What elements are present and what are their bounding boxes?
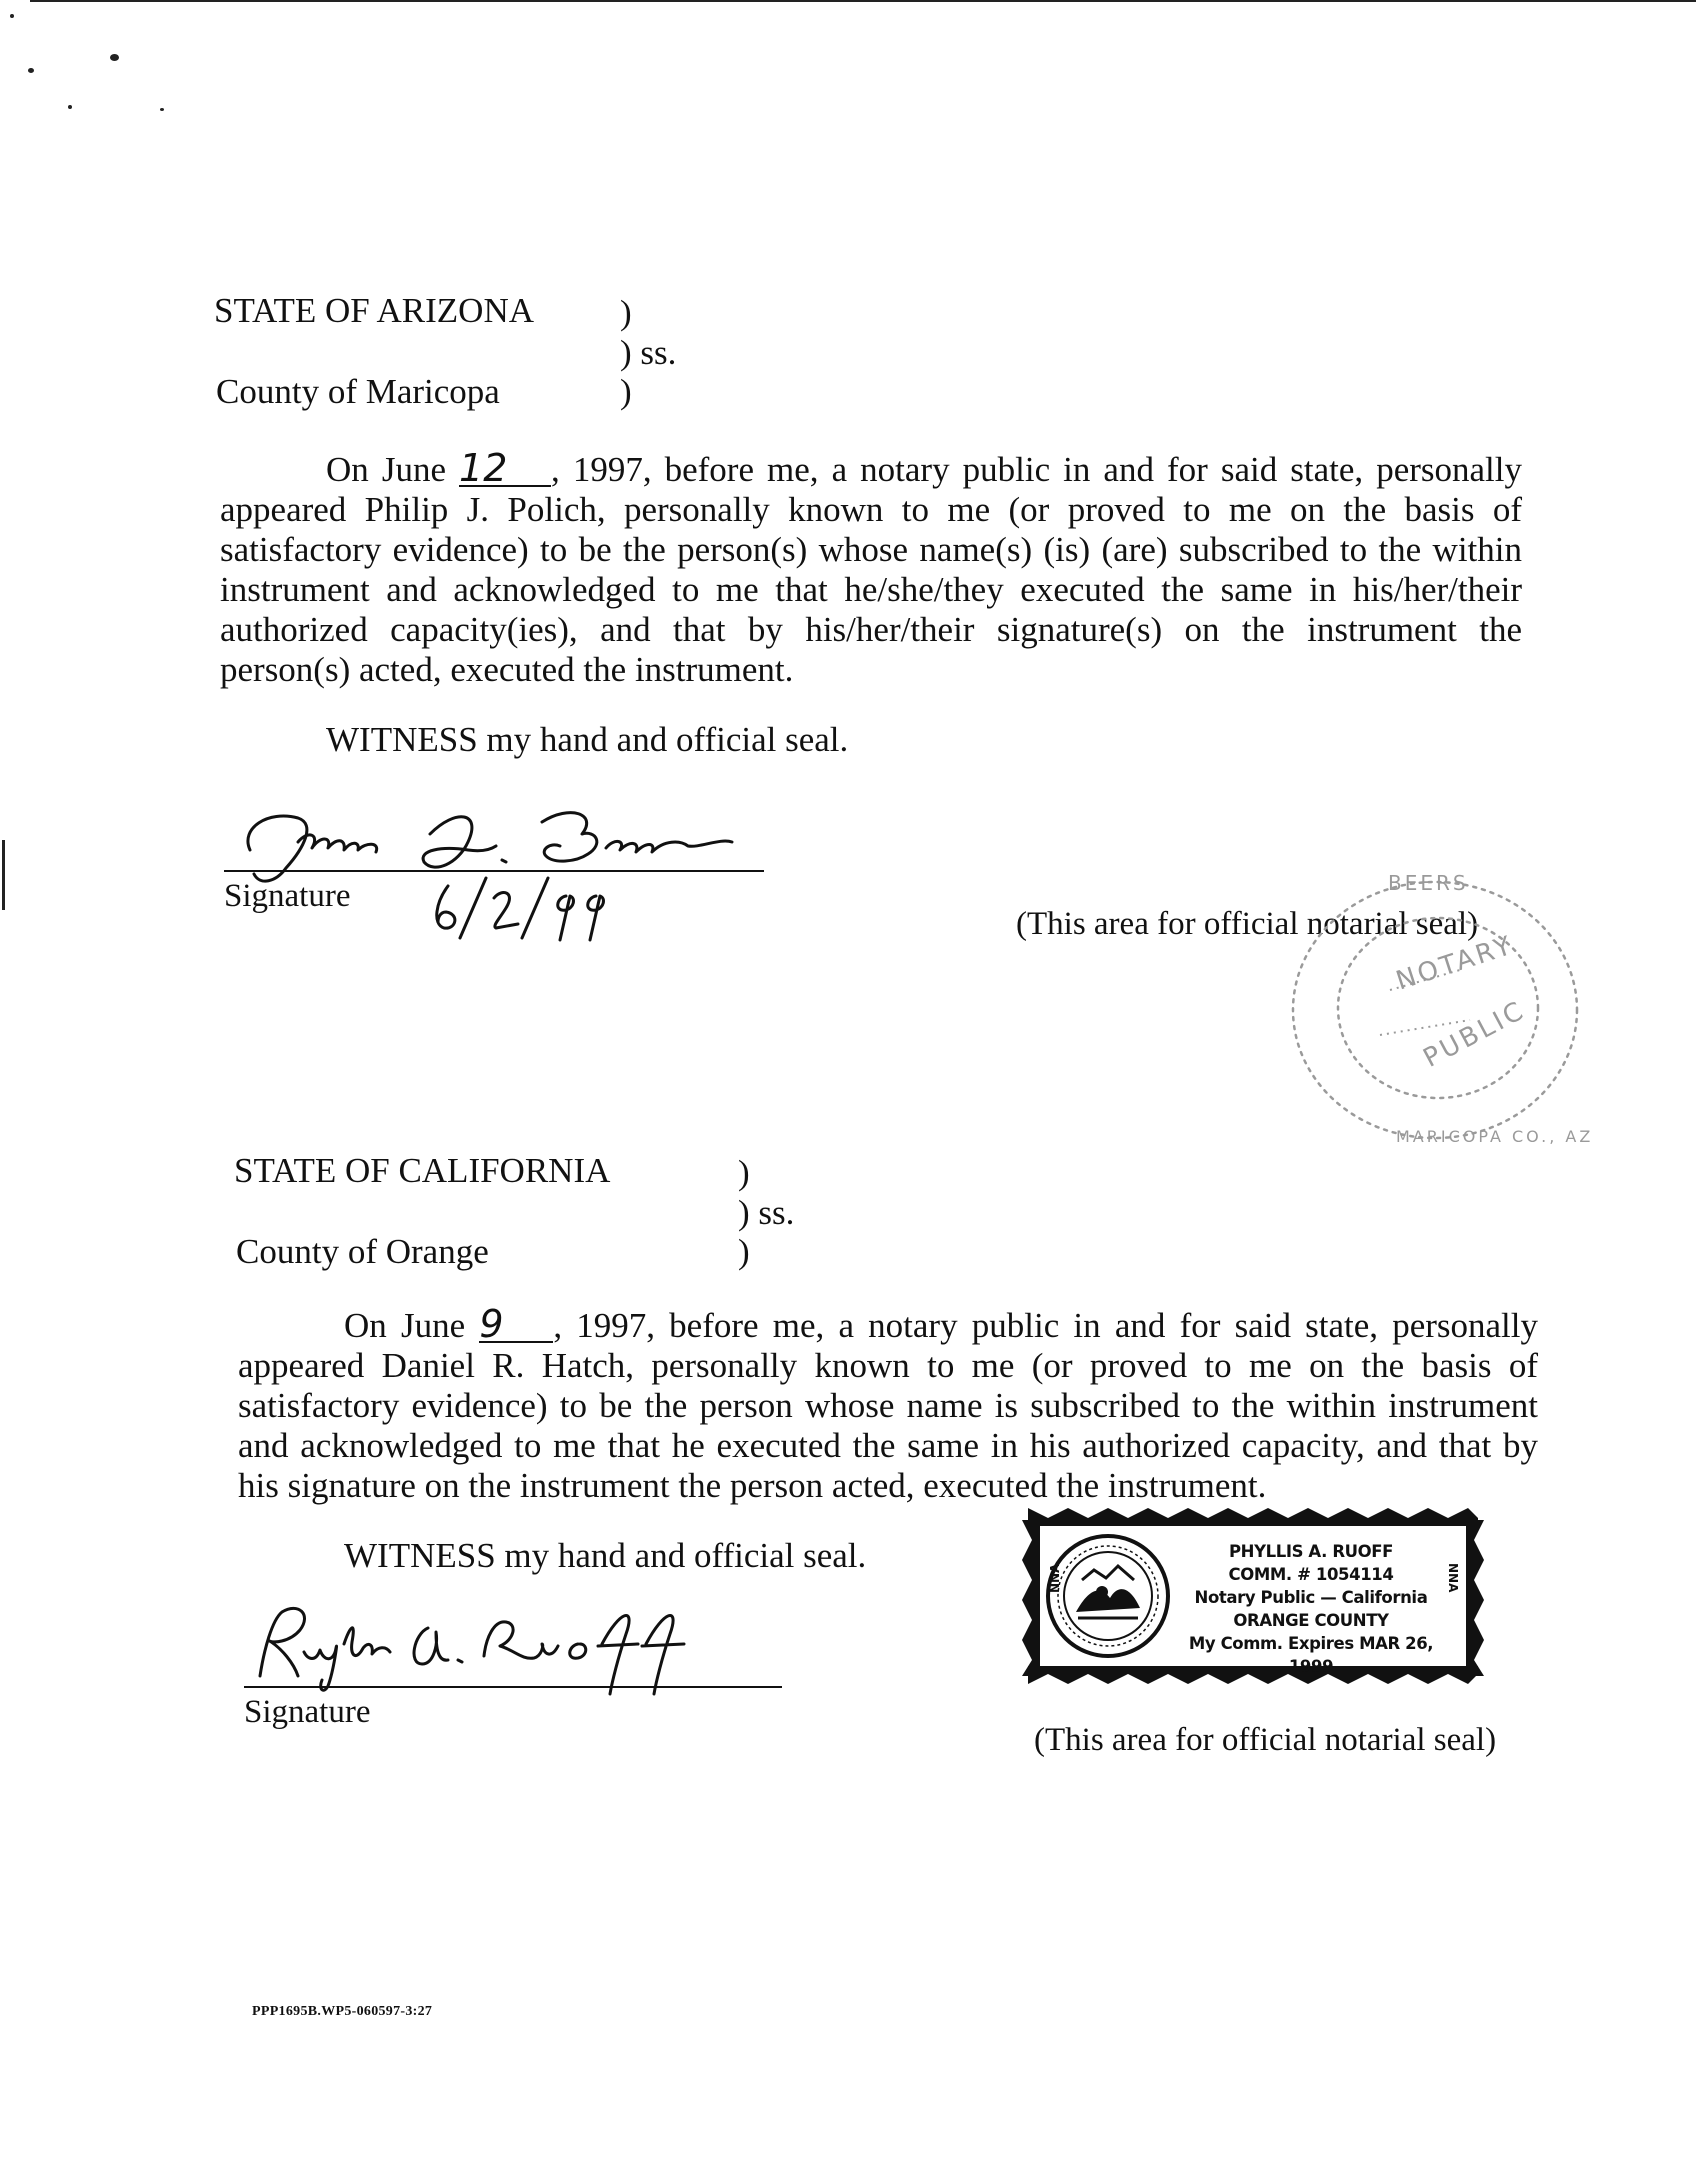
stamp-notary-name: PHYLLIS A. RUOFF — [1228, 1542, 1393, 1561]
stamp-commission: COMM. # 1054114 — [1228, 1565, 1394, 1584]
arizona-paren-1: ) — [620, 293, 632, 332]
arizona-state: STATE OF ARIZONA — [214, 291, 534, 330]
scan-top-edge — [30, 0, 1696, 2]
arizona-para-body: , 1997, before me, a notary public in and for said state, personally appeared Philip J. Polich, personally known to me (or proved to me on the basis of satisfactory evidence) to be the person(s) whose name(s) (is) (are) subscribed to the within instrument and acknowledged to me that he/she/they executed the same in his/her/their authorized capacity(ies), and that by his/her/their signature(s) on the instrument the person(s) acted, executed the instrument. — [220, 450, 1523, 689]
california-paren-2: ) — [738, 1232, 750, 1271]
california-paren-1: ) — [738, 1153, 750, 1192]
arizona-seal-note: (This area for official notarial seal) — [1016, 906, 1479, 942]
notary-rubber-stamp — [1018, 1500, 1488, 1690]
california-para-lead: On June — [344, 1306, 466, 1345]
stamp-expiry: My Comm. Expires MAR 26, 1999 — [1188, 1634, 1434, 1676]
svg-text:NOTARY: NOTARY — [1392, 930, 1518, 997]
arizona-para-lead: On June — [326, 450, 446, 489]
notary-emboss-seal-icon — [1270, 860, 1600, 1160]
arizona-signature-label: Signature — [224, 878, 351, 914]
california-state: STATE OF CALIFORNIA — [234, 1151, 611, 1190]
arizona-ss: ) ss. — [620, 333, 677, 372]
stamp-title: Notary Public — California — [1194, 1588, 1428, 1607]
california-para-body: , 1997, before me, a notary public in and for said state, personally appeared Daniel R. Hatch, personally known to me (or proved to me on the basis of satisfactory evidence) to be the person whose name is subscribed to the within instrument and acknowledged to me that he executed the same in his authorized capacity, and that by his signature on the instrument the person acted, executed the instrument. — [238, 1306, 1538, 1505]
arizona-acknowledgment — [220, 446, 1523, 690]
stamp-text — [1168, 1540, 1454, 1678]
california-witness: WITNESS my hand and official seal. — [344, 1536, 867, 1575]
arizona-signature-date — [420, 868, 610, 948]
california-acknowledgment — [238, 1302, 1538, 1506]
stamp-side-left: NNA — [1048, 1563, 1062, 1593]
arizona-county: County of Maricopa — [216, 372, 500, 411]
california-seal-note: (This area for official notarial seal) — [1034, 1722, 1497, 1758]
svg-text:PUBLIC: PUBLIC — [1418, 995, 1531, 1074]
california-day-blank: 9 — [479, 1307, 553, 1343]
svg-text:MARICOPA CO., AZ: MARICOPA CO., AZ — [1396, 1127, 1594, 1146]
stamp-county: ORANGE COUNTY — [1233, 1611, 1389, 1630]
california-signature — [238, 1590, 708, 1700]
california-signature-label: Signature — [244, 1694, 371, 1730]
stamp-side-right: NNA — [1446, 1563, 1460, 1593]
arizona-day-blank: 12 — [459, 451, 551, 487]
document-footer-code: PPP1695B.WP5-060597-3:27 — [252, 2004, 433, 2019]
arizona-witness: WITNESS my hand and official seal. — [326, 720, 849, 759]
california-signature-line — [244, 1686, 782, 1688]
california-county: County of Orange — [236, 1232, 489, 1271]
california-ss: ) ss. — [738, 1193, 795, 1232]
svg-text:BEERS: BEERS — [1388, 871, 1469, 895]
arizona-paren-2: ) — [620, 372, 632, 411]
